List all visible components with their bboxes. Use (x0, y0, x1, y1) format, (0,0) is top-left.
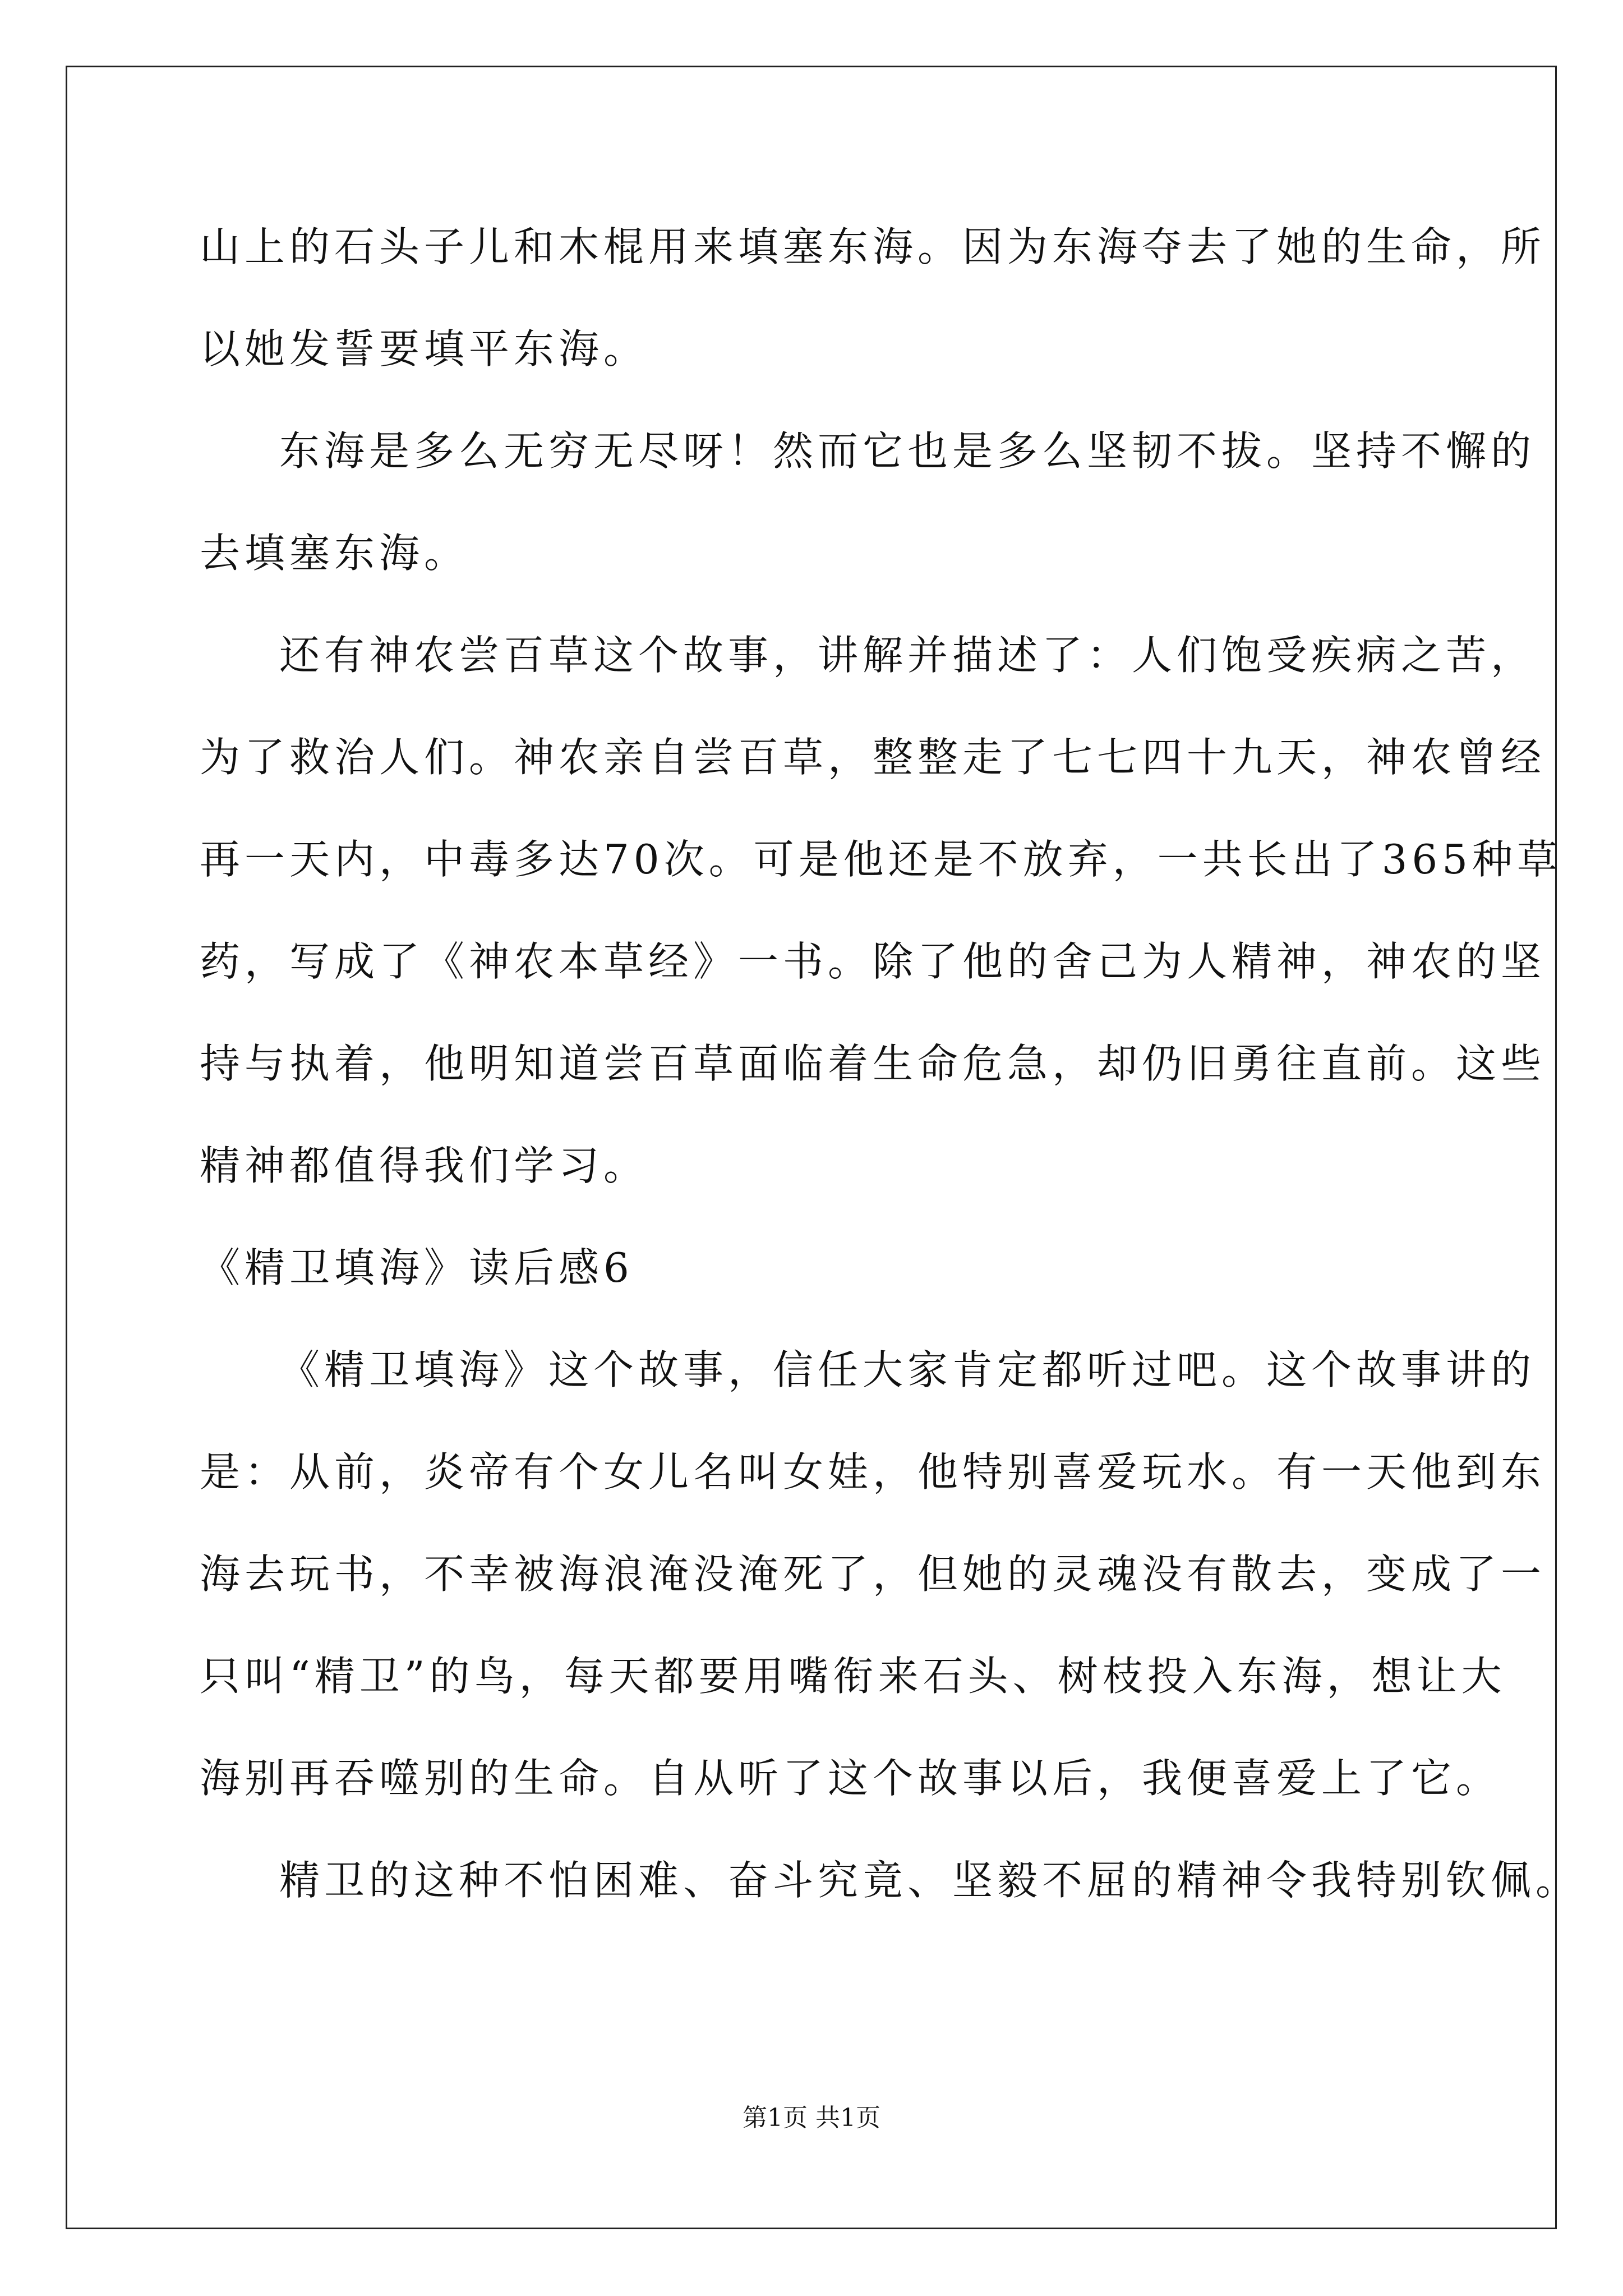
text-line: 精神都值得我们学习。 (200, 1142, 649, 1189)
text-line: 还有神农尝百草这个故事，讲解并描述了：人们饱受疾病之苦， (279, 632, 1536, 679)
text-line: 药，写成了《神农本草经》一书。除了他的舍己为人精神，神农的坚 (200, 938, 1546, 985)
text-line: 《精卫填海》这个故事，信任大家肯定都听过吧。这个故事讲的 (279, 1346, 1536, 1393)
text-line: 海别再吞噬别的生命。自从听了这个故事以后，我便喜爱上了它。 (200, 1755, 1501, 1802)
text-line: 去填塞东海。 (200, 530, 469, 577)
text-line: 东海是多么无穷无尽呀！然而它也是多么坚韧不拔。坚持不懈的 (279, 427, 1536, 475)
text-line: 以她发誓要填平东海。 (200, 325, 649, 372)
text-line: 精卫的这种不怕困难、奋斗究竟、坚毅不屈的精神令我特别钦佩。 (279, 1857, 1581, 1904)
page-number-footer: 第1页 共1页 (743, 2104, 880, 2132)
document-body (200, 220, 1581, 1907)
section-heading: 《精卫填海》读后感6 (200, 1244, 634, 1291)
text-line: 只叫“精卫”的鸟，每天都要用嘴衔来石头、树枝投入东海，想让大 (200, 1653, 1506, 1700)
text-line: 山上的石头子儿和木棍用来填塞东海。因为东海夺去了她的生命，所 (200, 223, 1546, 270)
text-line: 海去玩书，不幸被海浪淹没淹死了，但她的灵魂没有散去，变成了一 (200, 1550, 1546, 1598)
text-line: 再一天内，中毒多达70次。可是他还是不放弃，一共长出了365种草 (200, 836, 1562, 883)
text-line: 持与执着，他明知道尝百草面临着生命危急，却仍旧勇往直前。这些 (200, 1040, 1546, 1087)
text-line: 为了救治人们。神农亲自尝百草，整整走了七七四十九天，神农曾经 (200, 734, 1546, 781)
text-line: 是：从前，炎帝有个女儿名叫女娃，他特别喜爱玩水。有一天他到东 (200, 1448, 1546, 1496)
